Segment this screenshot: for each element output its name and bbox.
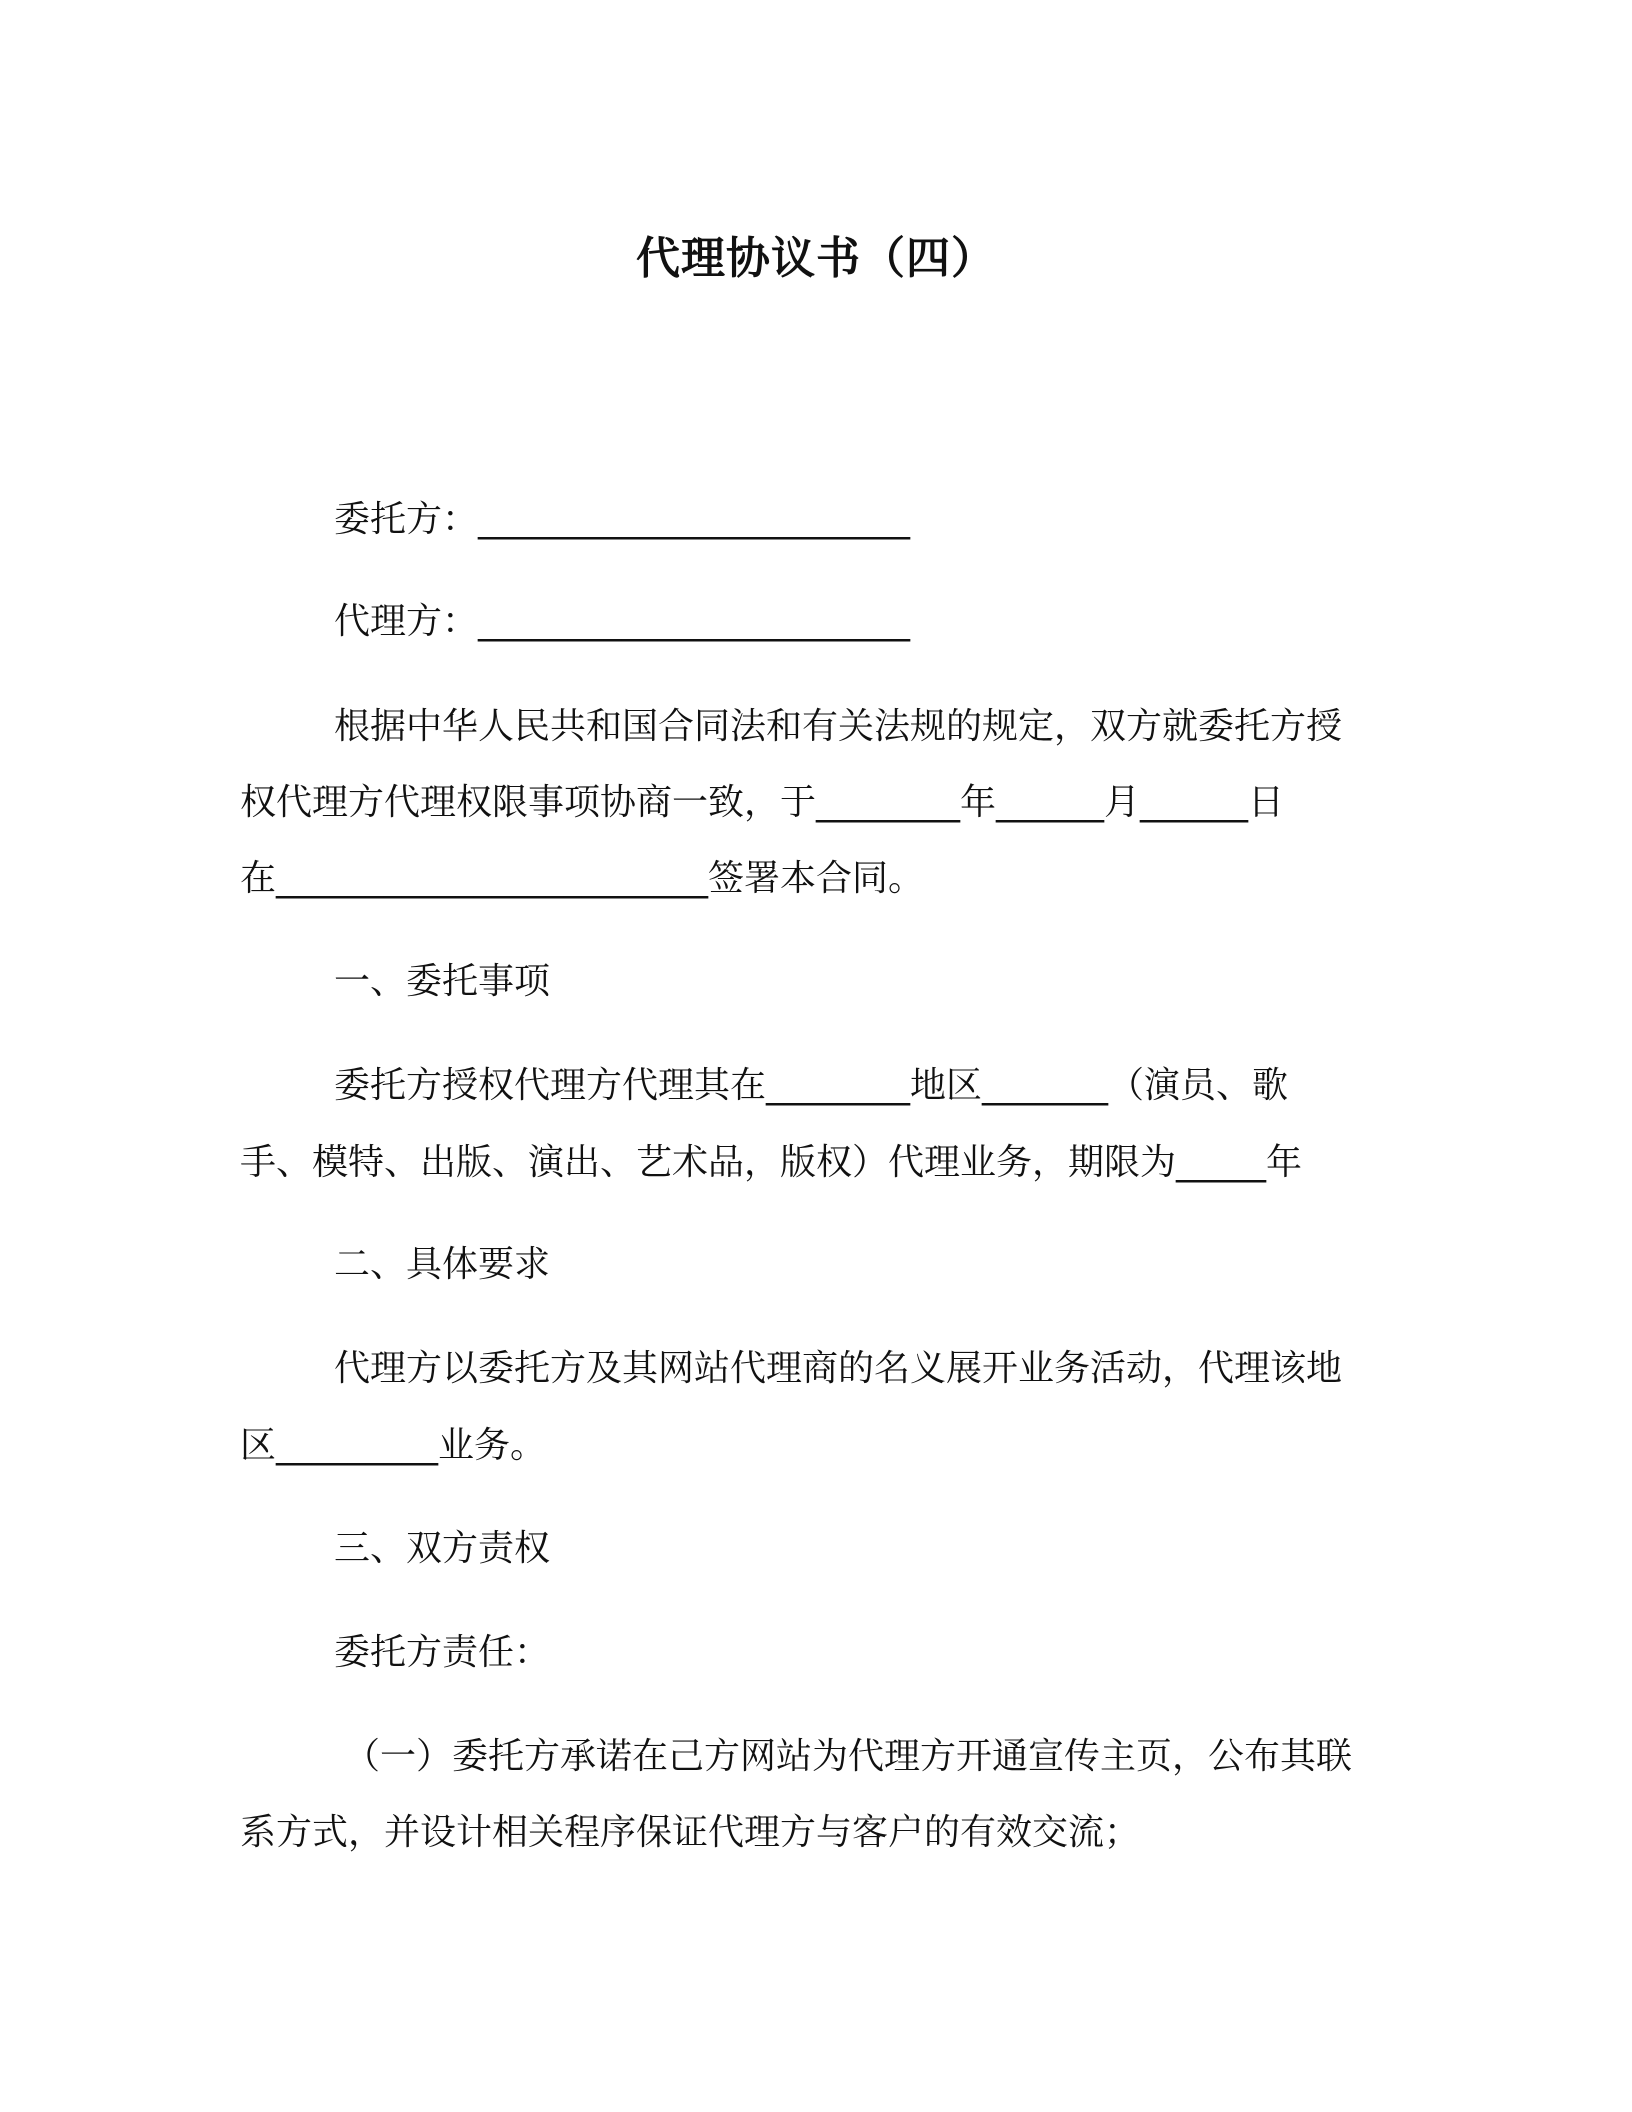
document-title: 代理协议书（四）: [636, 233, 996, 284]
principal-duty-label: 委托方责任：: [334, 1632, 551, 1673]
preamble-line-3: 在________________________签署本合同。: [240, 858, 925, 899]
section-1-line-1: 委托方授权代理方代理其在________地区_______（演员、歌: [334, 1065, 1289, 1106]
section-3-heading: 三、双方责权: [334, 1528, 551, 1569]
agent-party-line: 代理方：________________________: [334, 601, 911, 642]
principal-party-line: 委托方：________________________: [334, 499, 911, 540]
section-2-line-1: 代理方以委托方及其网站代理商的名义展开业务活动，代理该地: [334, 1348, 1343, 1389]
section-1-heading: 一、委托事项: [334, 961, 551, 1002]
preamble-line-2: 权代理方代理权限事项协商一致，于________年______月______日: [240, 782, 1285, 823]
section-1-line-2: 手、模特、出版、演出、艺术品，版权）代理业务，期限为_____年: [240, 1142, 1303, 1183]
duty-item-1-line-1: （一）委托方承诺在己方网站为代理方开通宣传主页，公布其联: [344, 1736, 1353, 1777]
duty-item-1-line-2: 系方式，并设计相关程序保证代理方与客户的有效交流；: [240, 1812, 1141, 1853]
preamble-line-1: 根据中华人民共和国合同法和有关法规的规定，双方就委托方授: [334, 706, 1343, 747]
section-2-line-2: 区_________业务。: [240, 1425, 547, 1466]
section-2-heading: 二、具体要求: [334, 1244, 551, 1285]
